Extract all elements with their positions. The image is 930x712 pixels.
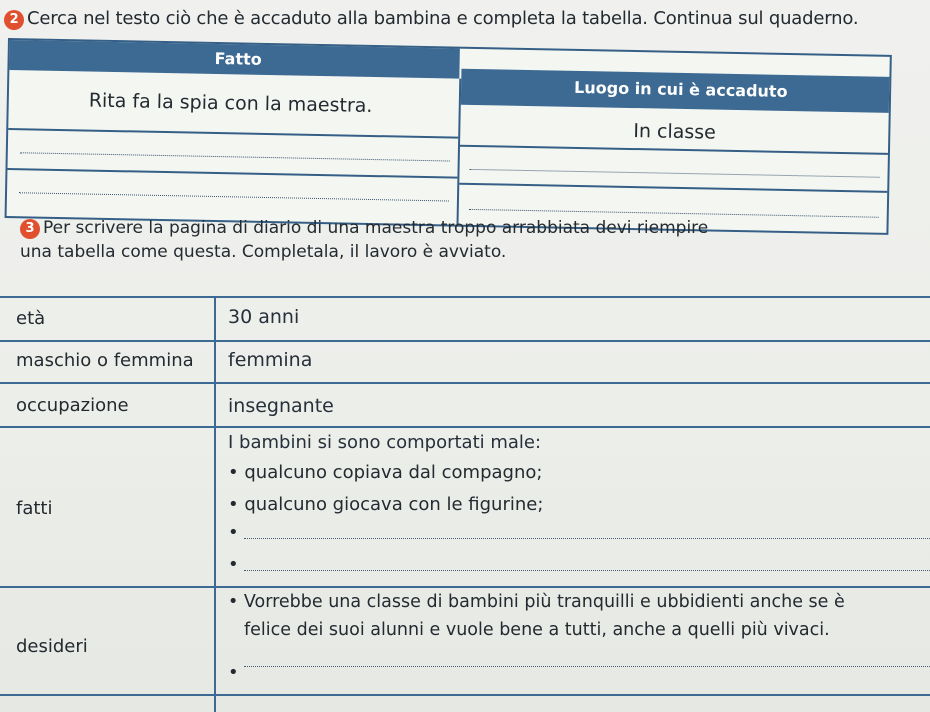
fatti-intro: I bambini si sono comportati male: (228, 432, 542, 453)
row-value-occupazione: insegnante (228, 395, 334, 417)
row-label-fatti: fatti (16, 498, 53, 519)
row-value-sesso: femmina (228, 349, 313, 371)
facts-table (5, 38, 892, 235)
row-label-sesso: maschio o femmina (16, 350, 194, 371)
diary-table-divider (214, 296, 216, 712)
column-header-luogo: Luogo in cui è accaduto (573, 77, 788, 101)
answer-line[interactable] (19, 192, 449, 201)
column-header-fatto: Fatto (214, 48, 262, 69)
fatti-item-empty: • (228, 554, 239, 575)
exercise-2-instruction: 2 Cerca nel testo ciò che è accaduto alla bambina e completa la tabella. Continua sul quaderno. (4, 8, 858, 30)
answer-line[interactable] (470, 169, 880, 178)
answer-line[interactable] (244, 538, 930, 539)
exercise-2-number: 2 (4, 10, 24, 30)
fatti-item: • qualcuno copiava dal compagno; (228, 462, 543, 483)
desideri-line: felice dei suoi alunni e vuole bene a tutti, anche a quelli più vivaci. (244, 620, 830, 640)
answer-line[interactable] (244, 666, 930, 667)
answer-line[interactable] (20, 152, 450, 161)
row-label-eta: età (16, 308, 46, 329)
desideri-item-empty: • (228, 662, 239, 683)
exercise-3-instruction: 3 Per scrivere la pagina di diario di una maestra troppo arrabbiata devi riempire una tabella come questa. Completala, il lavoro è avviato. (20, 218, 709, 262)
diary-table (0, 296, 930, 712)
row-value-eta: 30 anni (228, 306, 300, 328)
fatti-item: • qualcuno giocava con le figurine; (228, 494, 544, 515)
fatti-item-empty: • (228, 522, 239, 543)
table-divider (456, 79, 461, 225)
answer-line[interactable] (244, 570, 930, 571)
fact-cell: Rita fa la spia con la maestra. (88, 89, 373, 118)
desideri-line: • Vorrebbe una classe di bambini più tranquilli e ubbidienti anche se è (228, 592, 845, 612)
exercise-3-number: 3 (20, 219, 40, 239)
row-label-desideri: desideri (16, 636, 88, 657)
place-cell: In classe (633, 120, 717, 144)
row-label-occupazione: occupazione (16, 395, 129, 416)
